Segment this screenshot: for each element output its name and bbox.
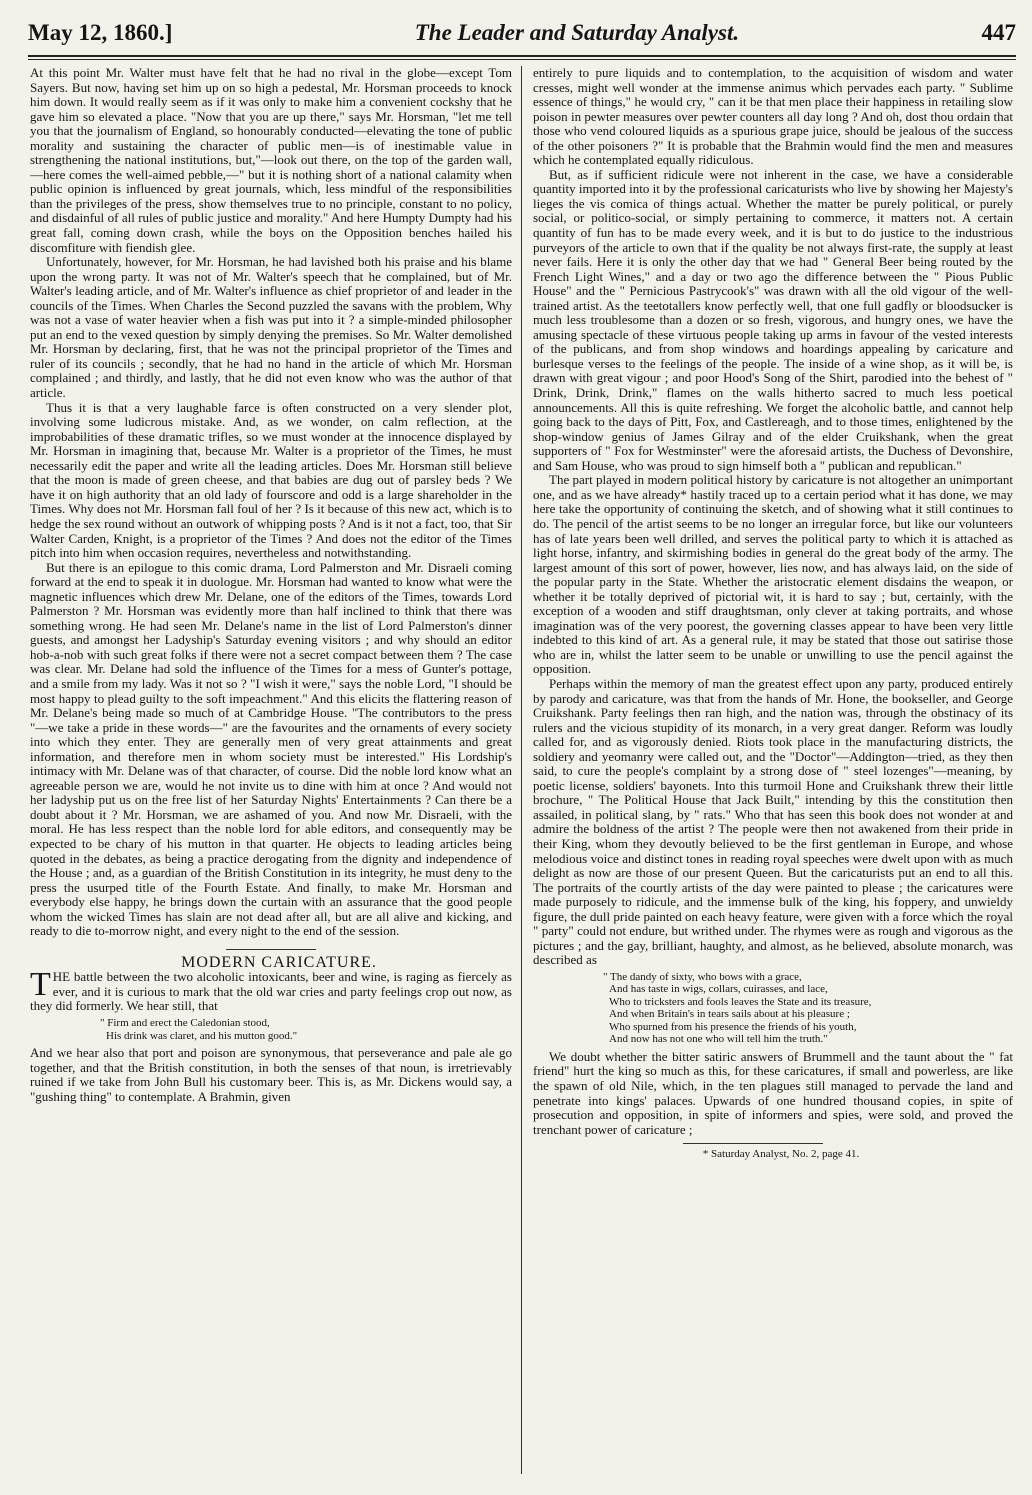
issue-date: May 12, 1860.] xyxy=(28,20,173,45)
verse-quote xyxy=(100,1017,512,1042)
article-paragraph: entirely to pure liquids and to contemplation, to the acquisition of wisdom and water cresses, might well wonder at the immense animus which pervades each party. " Sublime essence of things," he would cry, " can it be that men place their happiness in retailing slow poison in pewter measures over pewter counters all day long ? And oh, dost thou ordain that those who vend coloured liquids as a spurious grape juice, should be jealous of the success of the other poisoners ?" It is probable that the Brahmin would find the men and measures which he contemplated equally ridiculous. xyxy=(533,66,1013,168)
article-paragraph: And we hear also that port and poison are synonymous, that perseverance and pale ale go together, and that the British constitution, in both the senses of that noun, is irretrievably ruined if we take from John Bull his customary beer. This is, as Mr. Dickens would say, a "gushing thing" to contemplate. A Brahmin, given xyxy=(30,1045,512,1104)
verse-quote xyxy=(603,971,1013,1046)
header-rule-thin xyxy=(28,59,1016,60)
article-paragraph: At this point Mr. Walter must have felt that he had no rival in the globe—except Tom Sayers. But now, having set him up on so high a pedestal, Mr. Horsman proceeds to knock him down. It would really seem as if it was only to make him a convenient cockshy that he gave him so elevated a place. "Now that you are up there," says Mr. Horsman, "let me tell you that the journalism of England, so honourably conducted—elevating the tone of public morality and sustaining the character of public men—is of inestimable value in strengthening the national institutions, but,"—look out there, on the top of the garden wall,—here comes the well-aimed pebble,—" but it is nothing short of a national calamity when public opinion is influenced by great journals, which, less mindful of the responsibilities than the privileges of the press, show themselves true to no principle, constant to no policy, and disdainful of all rules of public justice and morality." And here Humpty Dumpty had his great fall, coming down crash, while the boys on the Opposition benches hailed his discomfiture with fiendish glee. xyxy=(30,66,512,255)
column-divider xyxy=(521,66,522,1474)
footnote: * Saturday Analyst, No. 2, page 41. xyxy=(702,1148,860,1161)
verse-line: " The dandy of sixty, who bows with a grace, xyxy=(603,970,802,983)
article-paragraph: Perhaps within the memory of man the greatest effect upon any party, produced entirely by parody and caricature, was that from the hands of Mr. Hone, the bookseller, and George Cruikshank. Party feelings then ran high, and the nation was, through the obstinacy of its rulers and the vicious stupidity of its monarch, in a very great danger. Reform was loudly called for, and as vigorously denied. Riots took place in the manufacturing districts, the soldiery and yeomanry were called out, and the "Doctor"—Addington—tried, as they then said, to cure the people's complaint by a strong dose of " steel lozenges"—meaning, by poetic license, soldiers' bayonets. Into this turmoil Hone and Cruikshank threw their little brochure, " The Political House that Jack Built," intending by this the constitution then assailed, in political slang, by " rats." Who that has seen this book does not wonder at and admire the boldness of the artist ? The people were then not awakened from their pride in their King, whom they devoutly believed to be the first gentleman in Europe, and whose melodious voice and distinct tones in reading royal speeches were dwelt upon with as much delight as now are those of our present Queen. But the caricaturists put an end to all this. The portraits of the courtly artists of the day were painted to please ; the caricatures were made purposely to ridicule, and the immense bulk of the king, his foppery, and unwieldy figure, the dull pride painted on each heavy feature, were given with a force which the royal " party" could not endure, but writhed under. The rhymes were as rough and vigorous as the pictures ; and the gay, brilliant, haughty, and almost, as he believed, absolute monarch, was described as xyxy=(533,675,1013,968)
left-column xyxy=(30,66,512,1486)
article-paragraph: Unfortunately, however, for Mr. Horsman, he had lavished both his praise and his blame upon the wrong party. It was not of Mr. Walter's speech that he complained, but of Mr. Walter's leading article, and of Mr. Walter's influence as chief proprietor of and leader in the councils of the Times. When Charles the Second puzzled the savans with the problem, Why was not a vase of water heavier when a fish was put into it ? a simple-minded philosopher put an end to the vexed question by simply denying the premises. So Mr. Walter demolished Mr. Horsman by declaring, first, that he was not the principal proprietor of the Times and ruler of its councils ; secondly, that he had no hand in the article of which Mr. Horsman complained ; and thirdly, and lastly, that he did not even know who was the author of that article. xyxy=(30,254,512,401)
section-title: MODERN CARICATURE. xyxy=(181,953,377,971)
publication-title: The Leader and Saturday Analyst. xyxy=(414,20,740,45)
section-divider xyxy=(226,949,316,950)
drop-cap: T xyxy=(30,966,51,1004)
verse-line: Who spurned from his presence the friends of his youth, xyxy=(609,1020,857,1033)
section-opening-paragraph xyxy=(30,966,512,1014)
section-opening-text: HE battle between the two alcoholic intoxicants, beer and wine, is raging as fiercely as ever, and it is curious to mark that the old war cries and party feelings crop out now, as they did formerly. We hear still, that xyxy=(30,969,512,1014)
article-paragraph: But, as if sufficient ridicule were not inherent in the case, we have a considerable quantity imported into it by the professional caricaturists who live by showing her Majesty's lieges the vis comica of things actual. Whether the matter be purely political, or purely social, or politico-social, or simply pertaining to commerce, it matters not. A certain quantity of fun has to be made every week, and it is but to do justice to the industrious purveyors of the article to own that if the quality be not always first-rate, the supply at least never fails. Here it is only the other day that we had " General Beer being routed by the French Light Wines," and a day or two ago the difference between the " Pious Public House" and the " Pernicious Pastrycook's" was drawn with all the old vigour of the well-trained artist. As the teetotallers know perfectly well, that one full gadfly or bloodsucker is much less troublesome than a dozen or so fresh, vigorous, and hungry ones, we have the amusing spectacle of these virtuous people taking up arms in favour of the vested interests of the publicans, and from shop windows and hoardings appealing by caricature and burlesque verses to the feelings of the people. The inside of a wine shop, as it will be, is drawn with great vigour ; and poor Hood's Song of the Shirt, parodied into the behest of " Drink, Drink, Drink," flames on the walls hitherto sacred to much less poetical announcements. All this is quite refreshing. We forget the alcoholic battle, and cannot help going back to the days of Pitt, Fox, and Castlereagh, and to those times, enlightened by the shop-window genius of James Gilray and of the elder Cruikshank, when the great supporters of " Fox for Westminster" were the aforesaid artists, the Duchess of Devonshire, and Sam House, who was proud to sign himself both a " publican and republican." xyxy=(533,166,1013,473)
verse-line: Who to tricksters and fools leaves the State and its treasure, xyxy=(609,995,872,1008)
article-paragraph: Thus it is that a very laughable farce is often constructed on a very slender plot, involving some ludicrous mistake. And, as we wonder, on calm reflection, at the improbabilities of these dramatic trifles, so we must wonder at the innocence displayed by Mr. Horsman in imagining that, because Mr. Walter is a proprietor of the Times, he must necessarily edit the paper and write all the leading articles. Does Mr. Horsman still believe that the moon is made of green cheese, and that babies are dug out of parsley beds ? We have it on high authority that an old lady of fourscore and odd is a large shareholder in the Times. Why does not Mr. Horsman fall foul of her ? Is it because of this new act, which is to hedge the sex round without an outwork of whipping posts ? And is it not a fact, too, that Sir Walter Carden, Knight, is a proprietor of the Times ? And does not the editor of the Times pitch into him when occasion requires, nevertheless and notwithstanding. xyxy=(30,399,512,561)
header-rule xyxy=(28,55,1016,57)
article-paragraph: The part played in modern political history by caricature is not altogether an unimportant one, and as we have already* hastily traced up to a certain period what it has done, we may here take the opportunity of continuing the sketch, and of showing what it still continues to do. The pencil of the artist seems to be no longer an irregular force, but like our volunteers has of late years been well drilled, and serves the political party to which it is attached as light horse, infantry, and skirmishing bodies in general do the great body of the army. The largest amount of this sort of power, however, lies now, and has always laid, on the side of the popular party in the State. Whether the aristocratic element disdains the weapon, or whether it be totally deprived of pictorial wit, it is hard to say ; but, certainly, with the exception of a wooden and stiff draughtsman, only clever at taking portraits, and whose imagination was of the very poorest, the governing classes appear to have been very little indebted to this kind of art. As a general rule, it may be stated that those out satirise those who are in, whilst the latter seem to be unable or unwilling to use the pencil against the opposition. xyxy=(533,472,1013,677)
right-column xyxy=(533,66,1013,1486)
masthead xyxy=(28,14,1016,52)
article-paragraph: But there is an epilogue to this comic drama, Lord Palmerston and Mr. Disraeli coming forward at the end to speak it in duologue. Mr. Horsman had wanted to know what were the magnetic influences which drew Mr. Delane, one of the editors of the Times, towards Lord Palmerston ? Mr. Horsman was evidently more than half inclined to think that there was something wrong. He had seen Mr. Delane's name in the list of Lord Palmerston's dinner guests, and amongst her Ladyship's Saturday evening visitors ; and why should an editor hob-a-nob with such great folks if there were not a secret compact between them ? The case was clear. Mr. Delane had sold the influence of the Times for a mess of Gunter's pottage, and a smile from my lady. Was it not so ? "I wish it were," says the noble Lord, "I should be most happy to plead guilty to the soft impeachment." And this elicits the flattering reason of Mr. Delane's being made so much of at Cambridge House. "The contributors to the press "—we take a pride in these words—" are the favourites and the ornaments of every society into which they enter. They are generally men of very great attainments and great information, and therefore men in whom society must be interested." His Lordship's intimacy with Mr. Delane was of that character, of course. Did the noble lord know what an agreeable person we are, would he not invite us to dine with him at once ? And would not her ladyship put us on the free list of her Saturday Nights' Entertainments ? Can there be a doubt about it ? Mr. Horsman, we are ashamed of you. And now Mr. Disraeli, with the moral. He has less respect than the noble lord for able editors, and consequently may be expected to be chary of his mutton in that quarter. He objects to leading articles being quoted in the debates, as being a practice derogating from the dignity and independence of the House ; and, as a guardian of the British Constitution in its integrity, he must deny to the press the usurped title of the Fourth Estate. And finally, to make Mr. Horsman and everybody else happy, he brings down the curtain with an assurance that the good people whom the wicked Times has slain are not dead after all, but are all alive and kicking, and ready to die to-morrow night, and every night to the end of the session. xyxy=(30,559,512,939)
article-paragraph: We doubt whether the bitter satiric answers of Brummell and the taunt about the " fat friend" hurt the king so much as this, for these caricatures, if small and powerless, are like the spawn of old Nile, which, in the ten plagues still managed to pervade the land and penetrate into kings' palaces. Upwards of one hundred thousand copies, in spite of prosecution and opposition, in spite of informers and spies, were sold, and proved the trenchant power of caricature ; xyxy=(533,1048,1013,1137)
verse-line: His drink was claret, and his mutton good." xyxy=(106,1029,298,1042)
verse-line: And has taste in wigs, collars, cuirasses, and lace, xyxy=(609,983,828,996)
page-number: 447 xyxy=(981,20,1016,45)
footnote-rule xyxy=(683,1143,823,1144)
verse-line: And when Britain's in tears sails about at his pleasure ; xyxy=(609,1008,850,1021)
verse-line: And now has not one who will tell him the truth." xyxy=(609,1033,828,1046)
verse-line: " Firm and erect the Caledonian stood, xyxy=(100,1017,270,1029)
